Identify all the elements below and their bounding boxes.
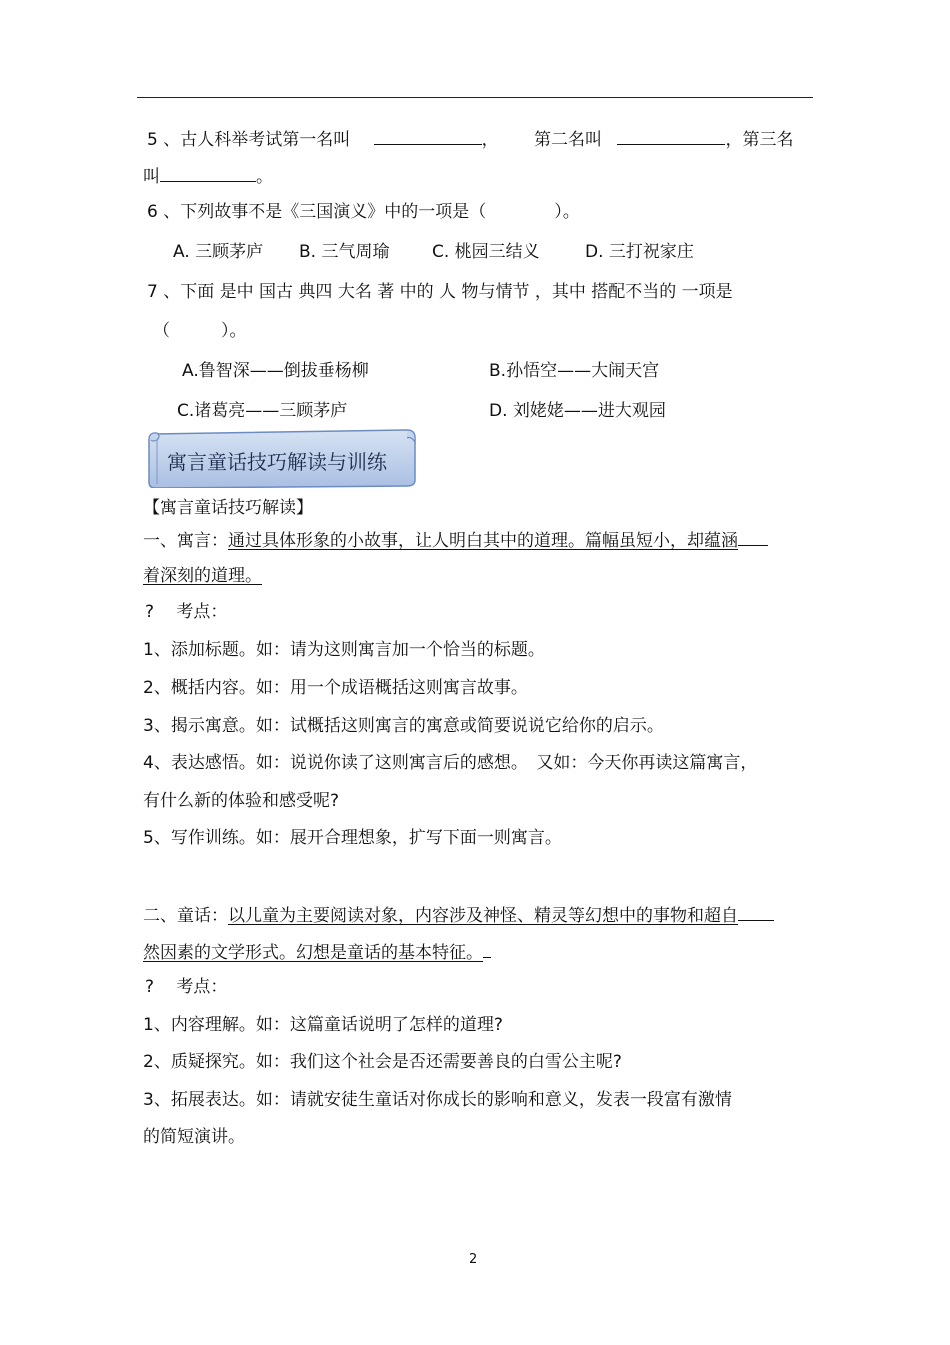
q6-option-d: D. 三打祝家庄 — [585, 242, 694, 262]
fairytale-point-3-cont: 的简短演讲。 — [143, 1127, 245, 1147]
q7-option-b: B.孙悟空——大闹天宫 — [489, 361, 660, 381]
fairytale-label: 二、童话： — [143, 906, 228, 926]
fable-point-5: 5、写作训练。如：展开合理想象，扩写下面一则寓言。 — [143, 828, 562, 848]
q5-end: 。 — [256, 167, 273, 187]
fable-point-2: 2、概括内容。如：用一个成语概括这则寓言故事。 — [143, 678, 528, 698]
q6-option-b: B. 三气周瑜 — [299, 242, 390, 262]
fable-definition-text: 通过具体形象的小故事，让人明白其中的道理。篇幅虽短小，却蕴涵 — [228, 531, 738, 551]
fable-definition-text-2: 着深刻的道理。 — [143, 566, 262, 586]
q5-blank-1[interactable] — [374, 126, 482, 145]
fairytale-definition-text-2: 然因素的文学形式。幻想是童话的基本特征。 — [143, 943, 483, 963]
header-rule — [137, 97, 813, 98]
q5-text-2: 第二名叫 — [534, 130, 603, 150]
q5-blank-2[interactable] — [617, 126, 725, 145]
fable-label: 一、寓言： — [143, 531, 228, 551]
q7-option-c: C.诸葛亮——三顾茅庐 — [177, 401, 348, 421]
section-banner — [145, 428, 417, 488]
fairytale-definition-line1 — [143, 902, 774, 927]
q6-option-a: A. 三顾茅庐 — [173, 242, 264, 262]
fairytale-point-1: 1、内容理解。如：这篇童话说明了怎样的道理? — [143, 1015, 503, 1035]
page-number: 2 — [469, 1252, 478, 1267]
fable-kaodian: ? 考点： — [145, 602, 228, 622]
q5-text-3: ，第三名 — [725, 130, 794, 150]
fairytale-point-2: 2、质疑探究。如：我们这个社会是否还需要善良的白雪公主呢? — [143, 1052, 622, 1072]
fable-point-4-cont: 有什么新的体验和感受呢? — [143, 791, 340, 811]
question-6: 6 、下列故事不是《三国演义》中的一项是（ ）。 — [147, 202, 580, 222]
fairytale-point-3: 3、拓展表达。如：请就安徒生童话对你成长的影响和意义，发表一段富有激情 — [143, 1090, 732, 1110]
q7-answer-paren: （ ）。 — [153, 321, 247, 341]
fairytale-kaodian: ? 考点： — [145, 977, 228, 997]
fable-definition-line1 — [143, 527, 768, 552]
q5-text-4: 叫 — [143, 167, 160, 187]
section-header: 【寓言童话技巧解读】 — [143, 498, 313, 518]
q7-option-a: A.鲁智深——倒拔垂杨柳 — [182, 361, 369, 381]
fable-point-3: 3、揭示寓意。如：试概括这则寓言的寓意或简要说说它给你的启示。 — [143, 716, 664, 736]
q5-text: 5 、古人科举考试第一名叫 — [147, 130, 351, 150]
fairytale-definition-line2 — [143, 939, 491, 964]
fable-definition-line2 — [143, 565, 262, 587]
question-5 — [147, 126, 793, 151]
question-7: 7 、下面 是中 国古 典四 大名 著 中的 人 物与情节 ，其中 搭配不当的 一项是 — [147, 282, 733, 302]
question-5-line2 — [143, 163, 273, 188]
fairytale-definition-text: 以儿童为主要阅读对象，内容涉及神怪、精灵等幻想中的事物和超自 — [228, 906, 738, 926]
q7-option-d: D. 刘姥姥——进大观园 — [489, 401, 666, 421]
q5-comma: ， — [481, 130, 499, 150]
banner-title: 寓言童话技巧解读与训练 — [167, 450, 387, 474]
q6-option-c: C. 桃园三结义 — [432, 242, 540, 262]
fable-point-4: 4、表达感悟。如：说说你读了这则寓言后的感想。 又如：今天你再读这篇寓言， — [143, 753, 758, 773]
fable-point-1: 1、添加标题。如：请为这则寓言加一个恰当的标题。 — [143, 640, 545, 660]
q5-blank-3[interactable] — [160, 163, 256, 182]
